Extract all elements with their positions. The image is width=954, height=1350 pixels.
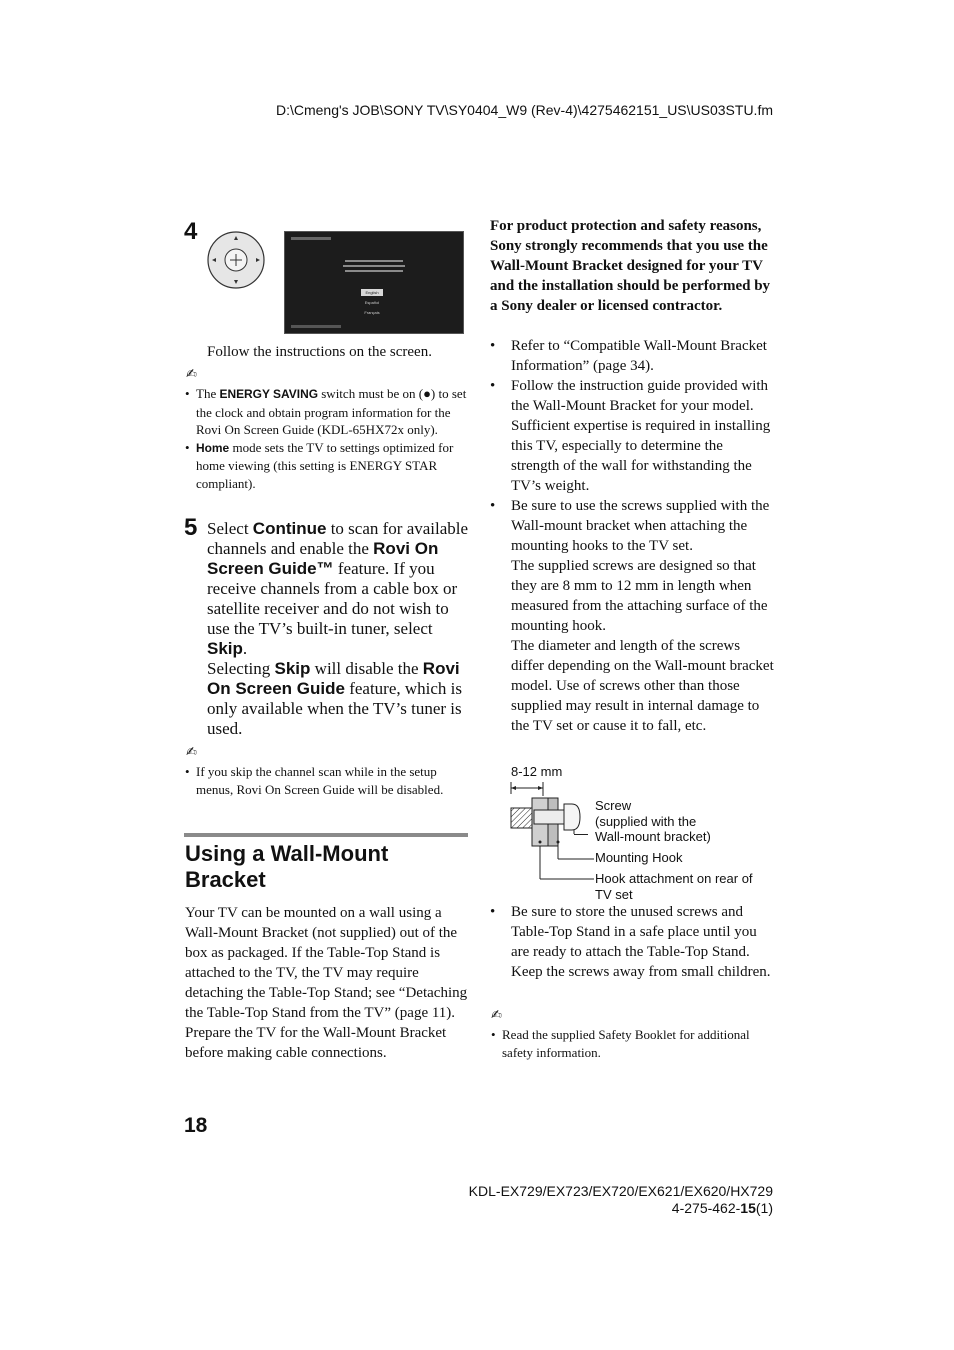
screen-footer-bar — [291, 325, 341, 328]
screen-language-button-1: English — [361, 289, 383, 296]
page-number: 18 — [184, 1114, 208, 1137]
step-5-number: 5 — [184, 514, 198, 541]
model-list: KDL-EX729/EX723/EX720/EX621/EX620/HX729 — [468, 1183, 773, 1199]
tv-screen-illustration — [284, 231, 464, 334]
dimension-label: 8-12 mm — [511, 764, 563, 779]
part-code: 4-275-462-15(1) — [671, 1200, 773, 1216]
step-4-notes — [185, 385, 468, 493]
bullet-instruction-guide: • Follow the instruction guide provided with the Wall-Mount Bracket for your model. Sufficient expertise is required in installing this TV, especially to determine the strength of the wall for withstanding the TV’s weight. — [490, 376, 774, 496]
safety-bullets — [490, 336, 774, 736]
bullet-supplied-screws: • Be sure to use the screws supplied with the Wall-mount bracket when attaching the mounting hooks to the TV set. The supplied screws are designed so that they are 8 mm to 12 mm in length when measured from the attaching surface of the mounting hook. The diameter and length of the screws differ depending on the Wall-mount bracket model. Use of screws other than those supplied may result in internal damage to the TV set or cause it to fall, etc. — [490, 496, 774, 736]
screen-text-line — [345, 260, 403, 262]
screen-language-button-2: Español — [364, 300, 380, 305]
file-path-header: D:\Cmeng's JOB\SONY TV\SY0404_W9 (Rev-4)\4275462151_US\US03STU.fm — [275, 102, 773, 118]
note-pencil-icon: ✍ — [491, 1008, 502, 1023]
note-home-mode: • Home mode sets the TV to settings optimized for home viewing (this setting is ENERGY STAR compliant). — [185, 439, 468, 493]
note-pencil-icon: ✍ — [186, 745, 197, 760]
note-pencil-icon: ✍ — [186, 367, 197, 382]
screen-title-bar — [291, 237, 331, 240]
model-footer — [469, 1183, 773, 1217]
step-4-instruction: Follow the instructions on the screen. — [207, 344, 432, 360]
mounting-hook-label: Mounting Hook — [595, 850, 683, 865]
wall-mount-body: Your TV can be mounted on a wall using a Wall-Mount Bracket (not supplied) out of the box as packaged. If the Table-Top Stand is attached to the TV, the TV may require detaching the Table-Top Stand; see “Detaching the Table-Top Stand from the TV” (page 11). Prepare the TV for the Wall-Mount Bracket before making cable connections. — [185, 905, 468, 1061]
section-heading: Using a Wall-Mount Bracket — [185, 841, 389, 892]
remote-dpad-illustration — [206, 230, 266, 290]
step-4-number: 4 — [184, 218, 198, 245]
screw-leader — [574, 834, 588, 835]
step-5-note: • If you skip the channel scan while in the setup menus, Rovi On Screen Guide will be disabled. — [185, 763, 469, 798]
bullet-store-screws: • Be sure to store the unused screws and Table-Top Stand in a safe place until you are ready to attach the Table-Top Stand. Keep the screws away from small children. — [490, 902, 774, 982]
safety-intro: For product protection and safety reasons, Sony strongly recommends that you use the Wall-Mount Bracket designed for your TV and the installation should be performed by a Sony dealer or licensed contractor. — [490, 218, 771, 314]
section-rule — [184, 833, 468, 837]
screw-label: Screw (supplied with the Wall-mount bracket) — [595, 798, 711, 844]
step-5-text: Select Continue to scan for available channels and enable the Rovi On Screen Guide™ feature. If you receive channels from a cable box or satellite receiver and do not wish to use the TV’s built-in tuner, select Skip. Selecting Skip will disable the Rovi On Screen Guide feature, which is only available when the TV’s tuner is used. — [207, 519, 469, 738]
screen-language-button-3: Français — [364, 310, 380, 315]
hook-attachment-label: Hook attachment on rear of TV set — [595, 871, 753, 902]
screw-diagram — [508, 780, 596, 882]
note-energy-saving: • The ENERGY SAVING switch must be on (●) to set the clock and obtain program information for the Rovi On Screen Guide (KDL-65HX72x only). — [185, 385, 468, 439]
bullet-compatible-bracket: • Refer to “Compatible Wall-Mount Bracket Information” (page 34). — [490, 336, 774, 376]
safety-booklet-note: • Read the supplied Safety Booklet for additional safety information. — [491, 1026, 774, 1061]
screen-text-line — [345, 270, 403, 272]
screen-text-line — [343, 265, 405, 267]
